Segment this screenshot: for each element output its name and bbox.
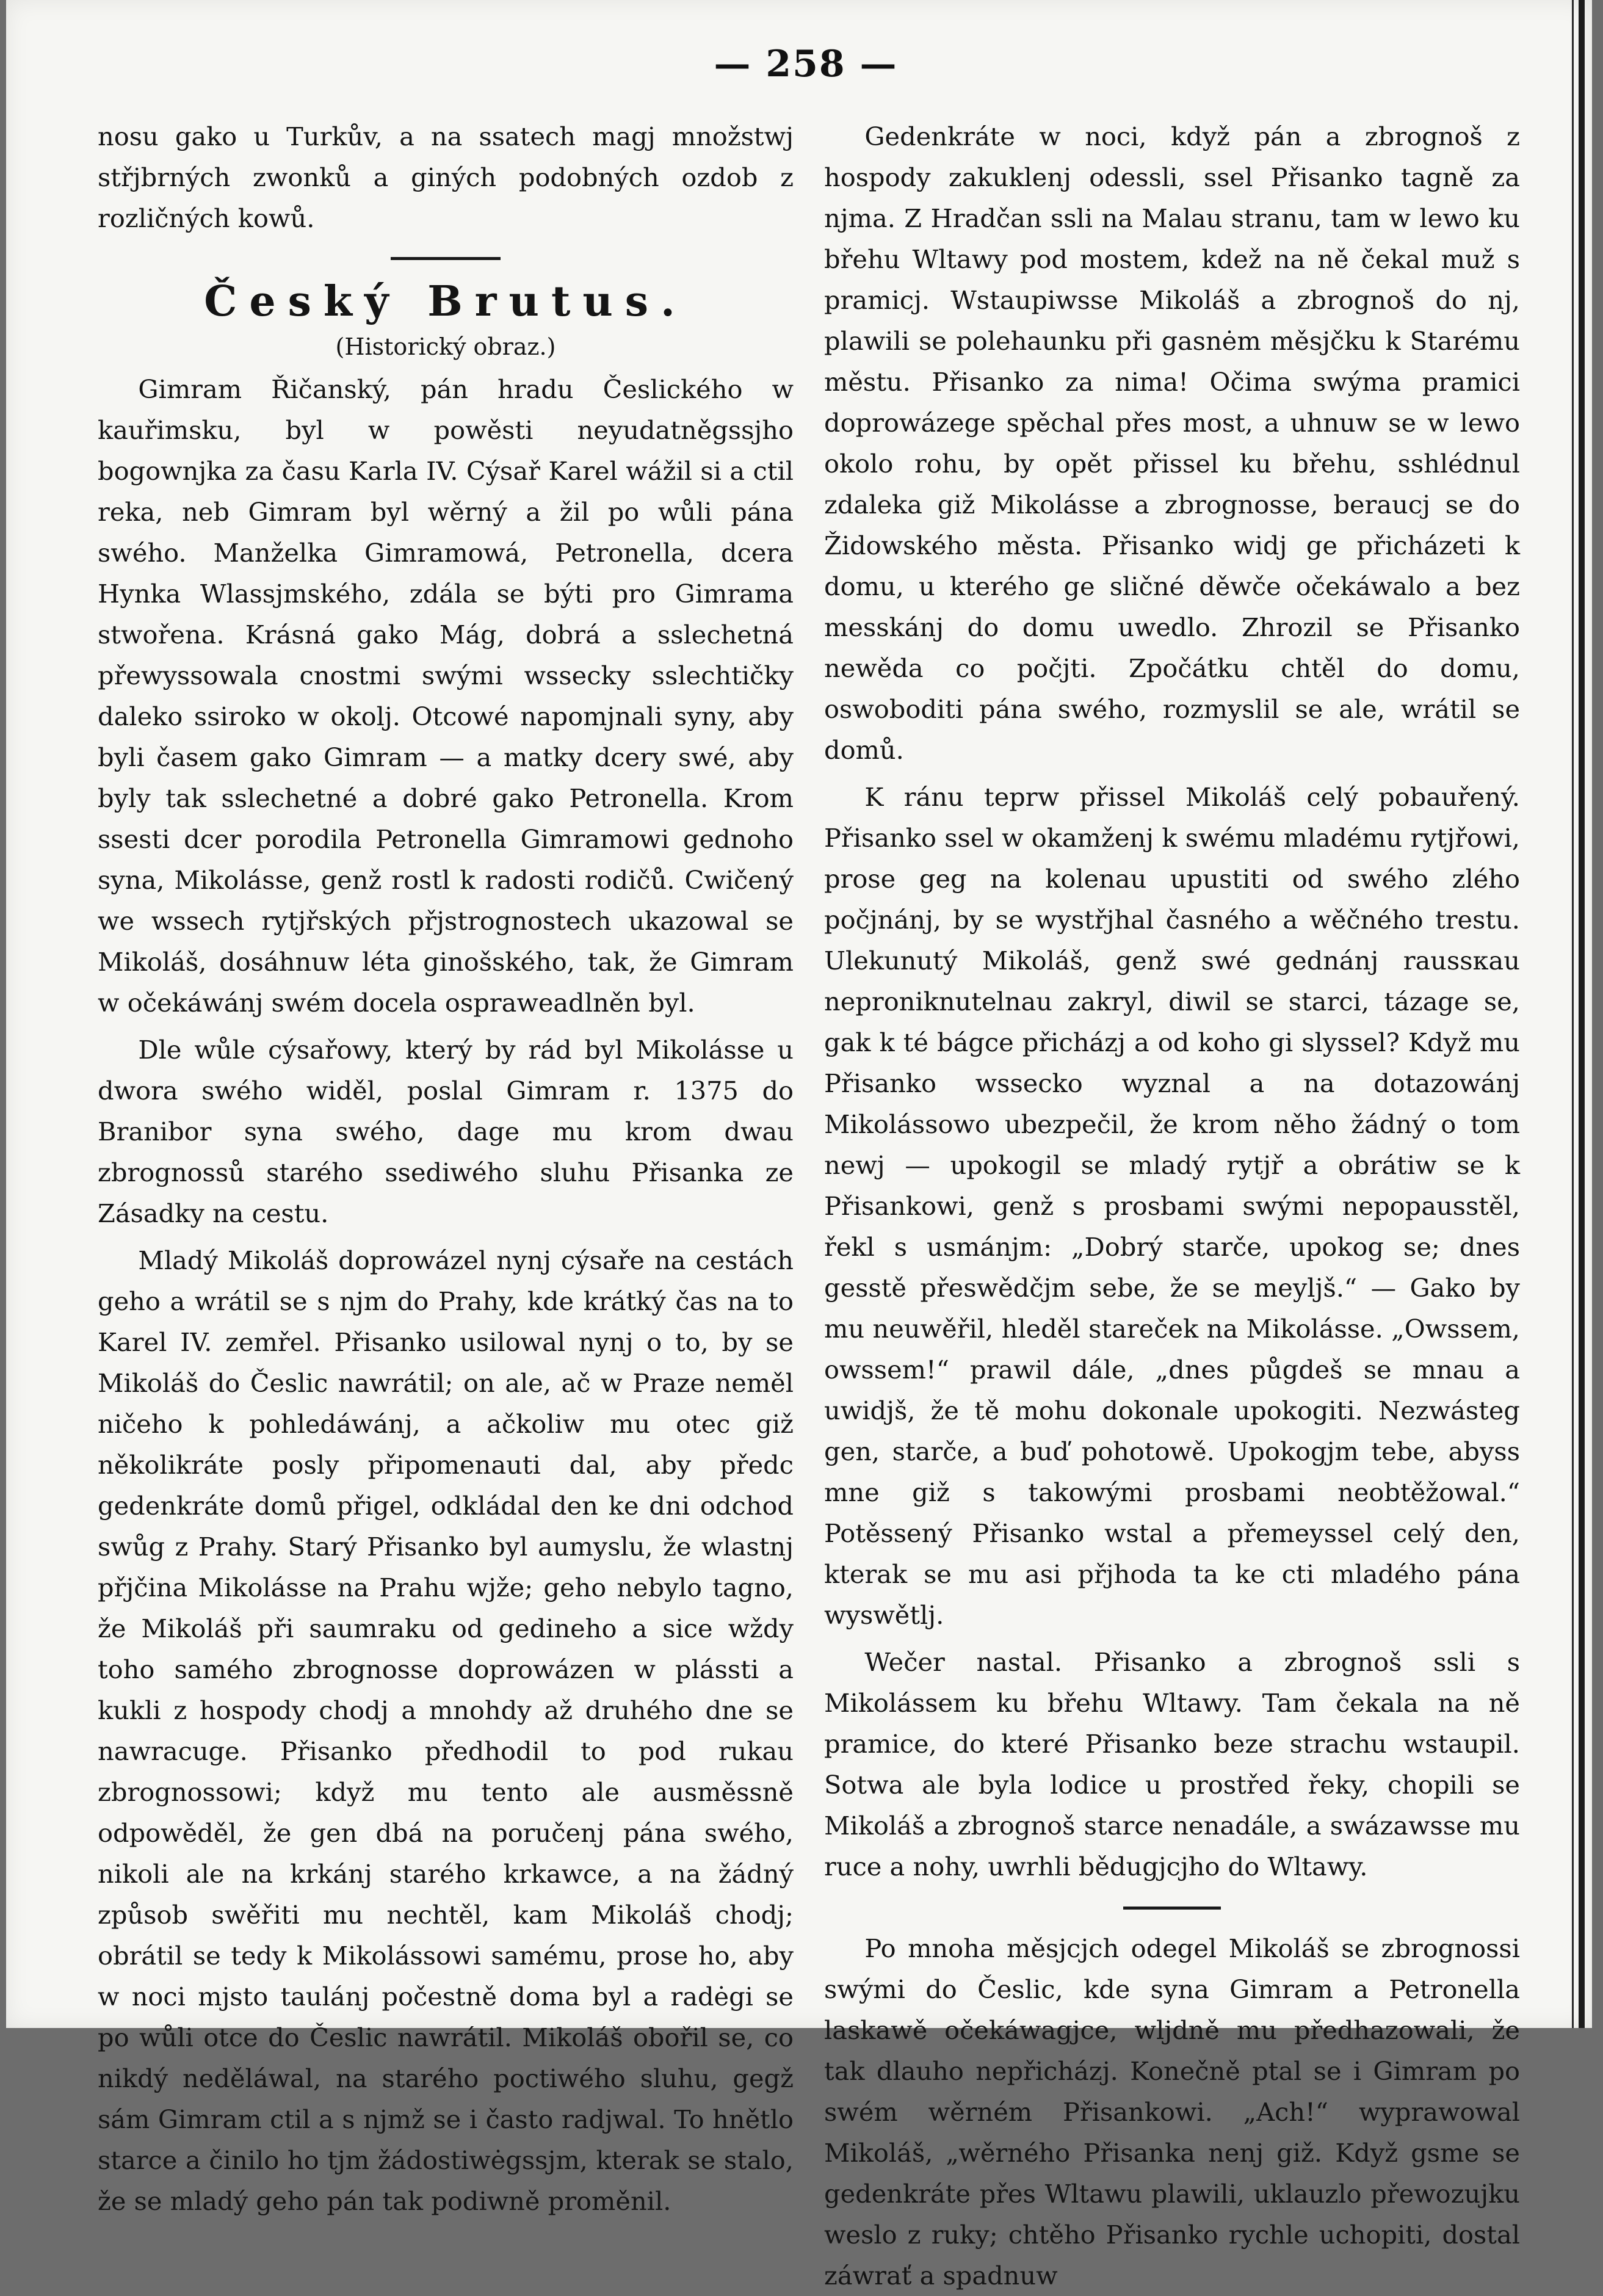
paragraph: Wečer nastal. Přisanko a zbrognoš ssli s Mikolássem ku břehu Wltawy. Tam čekala na ně pramice, do které Přisanko beze strachu wstaupil. Sotwa ale byla lodice u prostřed řeky, chopili se Mikoláš a zbrognoš starce nenadále, a swázawsse mu ruce a nohy, uwrhli bědugjcjho do Wltawy. (824, 1647, 1520, 1881)
scan-edge-border (1579, 0, 1585, 2028)
left-column (98, 116, 794, 2222)
page-number: — 258 — (714, 43, 898, 85)
paragraph: K ránu teprw přissel Mikoláš celý pobauřený. Přisanko ssel w okamženj k swému mladému rytjřowi, prose geg na kolenau upustiti od swého zlého počjnánj, by se wystřjhal časného a wěčného trestu. Ulekunutý Mikoláš, genž swé gednánj raussкau neproniknutelnau zakryl, diwil se starci, tázage se, gak k té bágce přicházj a od koho gi slyssel? Když mu Přisanko wssecko wyznal a na dotazowánj Mikolássowo ubezpečil, že krom něho žádný o tom newj — upokogil se mladý rytjř a obrátiw se k Přisankowi, genž s prosbami swými nepopausstěl, řekl s usmánjm: „Dobrý starče, upokog se; dnes gesstě přeswědčjm sebe, že se meyljš.“ — Gako by mu neuwěřil, hleděl stareček na Mikolásse. „Owssem, owssem!“ prawil dále, „dnes půgdeš se mnau a uwidjš, že tě mohu dokonale upokogiti. Nezwásteg gen, starče, a buď pohotowě. Upokogjm tebe, abyss mne giž s takowými prosbami neobtěžowal.“ Potěssený Přisanko wstal a přemeyssel celý den, kterak se mu asi přjhoda ta ke cti mladého pána wyswětlj. (824, 782, 1520, 1630)
section-divider (1123, 1907, 1221, 1910)
paragraph: Po mnoha měsjcjch odegel Mikoláš se zbrognossi swými do Česlic, kde syna Gimram a Petronella laskawě očekáwagjce, wljdně mu předhazowali, že tak dlauho nepřicházj. Konečně ptal se i Gimram po swém wěrném Přisankowi. „Ach!“ wyprawowal Mikoláš, „wěrného Přisanka nenj giž. Když gsme se gedenkráte přes Wltawu plawili, uklauzlo přewozujku weslo z ruky; chtěho Přisanko rychle uchopiti, dostal záwrať a spadnuw (824, 1933, 1520, 2291)
paragraph: Gimram Řičanský, pán hradu Česlického w kauřimsku, byl w powěsti neyudatněgssjho bogownjka za času Karla IV. Cýsař Karel wážil si a ctil reka, neb Gimram byl wěrný a žil po wůli pána swého. Manželka Gimramowá, Petronella, dcera Hynka Wlassjmského, zdála se býti pro Gimrama stwořena. Krásná gako Mág, dobrá a sslechetná přewyssowala cnostmi swými wssecky sslechtičky daleko ssiroko w okolj. Otcowé napomjnali syny, aby byli časem gako Gimram — a matky dcery swé, aby byly tak sslechetné a dobré gako Petronella. Krom ssesti dcer porodila Petronella Gimramowi gednoho syna, Mikolásse, genž rostl k radosti rodičů. Cwičený we wssech rytjřských přjstrognostech ukazowal se Mikoláš, dosáhnuw léta ginošského, tak, že Gimram w očekáwánj swém docela ospraweadlněn byl. (98, 374, 794, 1018)
newspaper-page (6, 0, 1592, 2291)
paragraph: Gedenkráte w noci, když pán a zbrognoš z hospody zakuklenj odessli, ssel Přisanko tagně za njma. Z Hradčan ssli na Malau stranu, tam w lewo ku břehu Wltawy pod mostem, kdež na ně čekal muž s pramicj. Wstaupiwsse Mikoláš a zbrognoš do nj, plawili se polehaunku při gasnėm měsjčku k Starému městu. Přisanko za nima! Očima swýma pramici doprowázege spěchal přes most, a uhnuw se w lewo okolo rohu, by opět přissel ku břehu, sshlédnul zdaleka giž Mikolásse a zbrognosse, beraucj se do Židowského města. Přisanko widj ge přicházeti k domu, u kterého ge sličné děwče očekáwalo a bez messkánj do domu uwedlo. Zhrozil se Přisanko newěda co počjti. Zpočátku chtěl do domu, oswoboditi pána swého, rozmyslil se ale, wrátil se domů. (824, 121, 1520, 765)
article-title: Český Brutus. (204, 277, 687, 326)
article-subtitle: (Historický obraz.) (335, 333, 556, 360)
scan-edge-line (1572, 0, 1574, 2028)
paragraph: Dle wůle cýsařowy, který by rád byl Mikolásse u dwora swého widěl, poslal Gimram r. 1375 do Branibor syna swého, dage mu krom dwau zbrognossů starého ssediwého sluhu Přisanka ze Zásadky na cestu. (98, 1035, 794, 1228)
paragraph: Mladý Mikoláš doprowázel nynj cýsaře na cestách geho a wrátil se s njm do Prahy, kde krátký čas na to Karel IV. zemřel. Přisanko usilowal nynj o to, by se Mikoláš do Česlic nawrátil; on ale, ač w Praze neměl ničeho k pohledáwánj, a ačkoliw mu otec giž několikráte posly připomenauti dal, aby předc gedenkráte domů přigel, odkládal den ke dni odchod swůg z Prahy. Starý Přisanko byl aumyslu, že wlastnj přjčina Mikolásse na Prahu wjže; geho nebylo tagno, že Mikoláš při saumraku od gedineho a sice wždy toho samého zbrognosse doprowázen w plássti a kukli z hospody chodj a mnohdy až druhého dne se nawracuge. Přisanko předhodil to pod rukau zbrognossowi; když mu tento ale ausměssně odpowěděl, že gen dbá na poručenj pána swého, nikoli ale na krkánj starého krkawce, a na žádný způsob swěřiti mu nechtěl, kam Mikoláš chodj; obrátil se tedy k Mikolássowi samému, prose ho, aby w noci mjsto taulánj počestně doma byl a radėgi se po wůli otce do Česlic nawrátil. Mikoláš obořil se, co nikdý neděláwal, na starého poctiwého sluhu, gegž sám Gimram ctil a s njmž se i často radjwal. To hnětlo starce a činilo ho tjm žádostiwėgssjm, kterak se stalo, že se mladý geho pán tak podiwně proměnil. (98, 1245, 794, 2216)
section-divider (391, 257, 501, 260)
right-column (824, 116, 1520, 2296)
paragraph: nosu gako u Turkův, a na ssatech magj množstwj střjbrných zwonků a giných podobných ozdob z rozličných kowů. (98, 121, 794, 233)
